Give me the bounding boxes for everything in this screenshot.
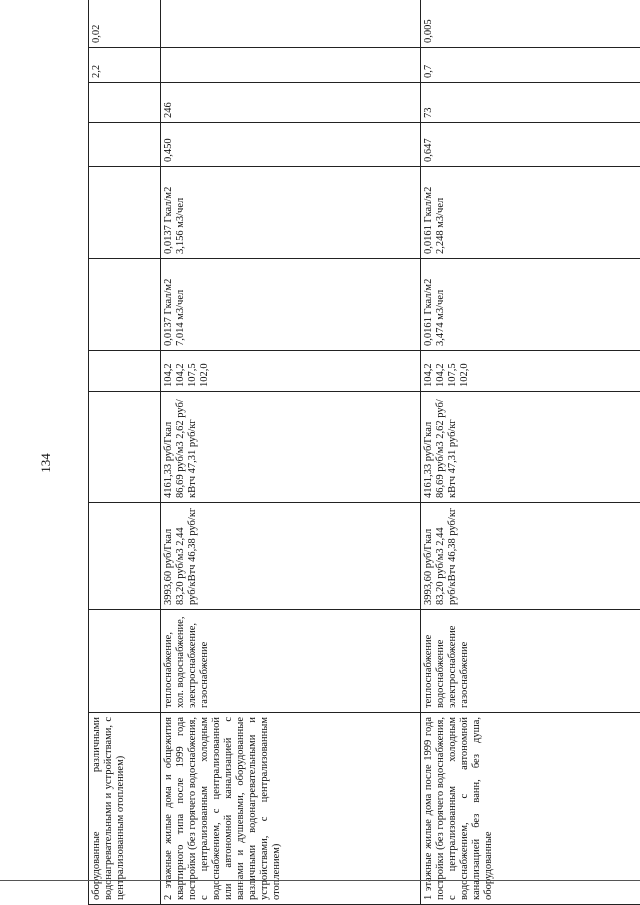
row-index (89, 351, 161, 392)
row-coef (89, 123, 161, 167)
row-norm1: 0,0161 Гкал/м2 3,474 м3/чел (421, 259, 640, 351)
row-tariff-new (89, 392, 161, 503)
row-index: 104,2 104,2 107,5 102,0 (161, 351, 421, 392)
row-norm1 (89, 259, 161, 351)
row-index: 104,2 104,2 107,5 102,0 (421, 351, 640, 392)
row-norm1: 0,0137 Гкал/м2 7,014 м3/чел (161, 259, 421, 351)
row-norm2: 0,0137 Гкал/м2 3,156 м3/чел (161, 167, 421, 259)
table-row (161, 0, 421, 905)
page-number: 134 (37, 453, 53, 473)
row-tariff-new: 4161,33 руб/Гкал 86,69 руб/м3 2,62 руб/кВтч 47,31 руб/кг (421, 392, 640, 503)
row-services (89, 610, 161, 713)
tariff-table (88, 0, 640, 905)
row-n3: 0,02 (89, 0, 161, 48)
row-coef: 0,647 (421, 123, 640, 167)
row-services: теплоснабжение, хол. водоснабжение, электроснабжение, газоснабжение (161, 610, 421, 713)
row-n2 (161, 48, 421, 83)
row-norm2 (89, 167, 161, 259)
row-description: 1 этажные жилые дома после 1999 года постройки (без горячего водоснабжения, с централизованным холодным водоснабжением, с автономной канализацией без ванн, без душа, оборудованные (421, 713, 640, 905)
row-n1: 73 (421, 83, 640, 123)
row-tariff-prev (89, 503, 161, 610)
row-tariff-prev: 3993,60 руб/Гкал 83,20 руб/м3 2,44 руб/кВтч 46,38 руб/кг (421, 503, 640, 610)
row-n3 (161, 0, 421, 48)
table-row (421, 0, 640, 905)
row-description: оборудованные различными водонагревательными и устройствами, с централизованным отоплением) (89, 713, 161, 905)
row-n2: 0,7 (421, 48, 640, 83)
page-bottom-rule (0, 880, 640, 881)
row-n2: 2,2 (89, 48, 161, 83)
row-n1: 246 (161, 83, 421, 123)
row-tariff-new: 4161,33 руб/Гкал 86,69 руб/м3 2,62 руб/кВтч 47,31 руб/кг (161, 392, 421, 503)
row-n1 (89, 83, 161, 123)
row-tariff-prev: 3993,60 руб/Гкал 83,20 руб/м3 2,44 руб/кВтч 46,38 руб/кг (161, 503, 421, 610)
row-norm2: 0,0161 Гкал/м2 2,248 м3/чел (421, 167, 640, 259)
row-services: теплоснабжение водоснабжение электроснабжение газоснабжение (421, 610, 640, 713)
table-row (89, 0, 161, 905)
rotated-table-container (88, 0, 640, 905)
row-description: 2 этажные жилые дома и общежития квартирного типа после 1999 года постройки (без горячего водоснабжения, с централизованным холодным водоснабжением, с централизованной или автономной канализацией с ваннами и душевыми, оборудованные различными водонагревательными и устройствами, с централизованным отоплением) (161, 713, 421, 905)
row-coef: 0,450 (161, 123, 421, 167)
row-n3: 0,005 (421, 0, 640, 48)
